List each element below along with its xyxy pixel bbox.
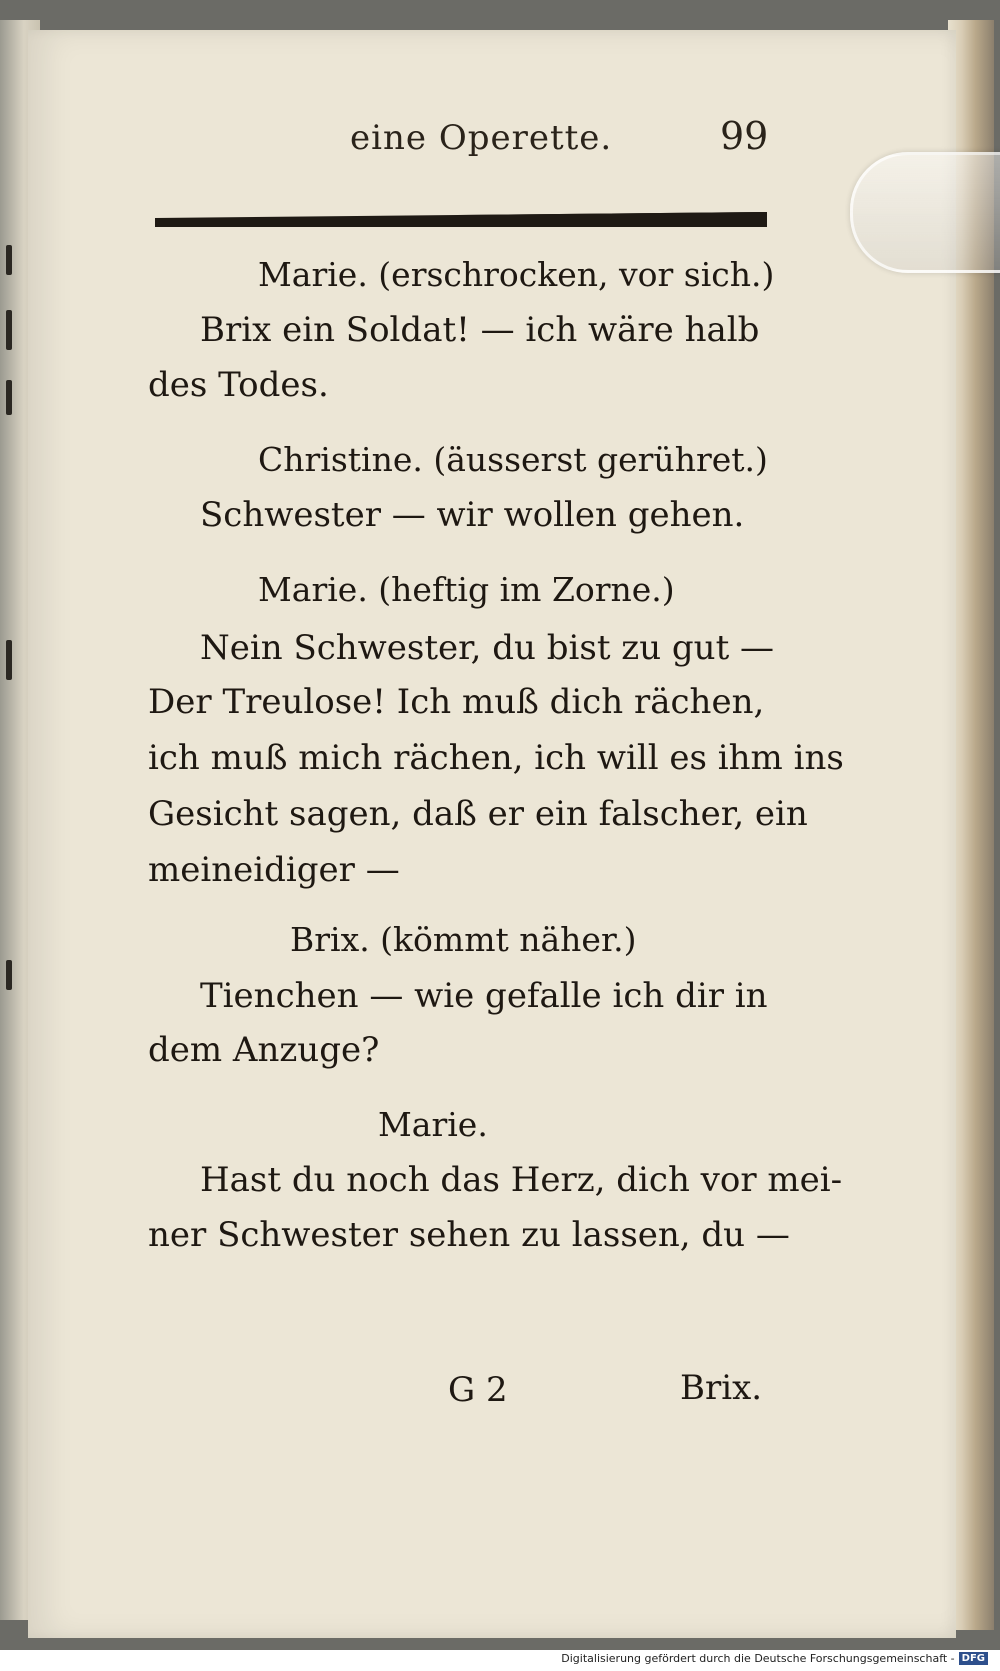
text-line: Brix ein Soldat! — ich wäre halb bbox=[200, 310, 760, 350]
page-clip bbox=[850, 152, 1000, 273]
credit-text: Digitalisierung gefördert durch die Deutsche Forschungsgemeinschaft - bbox=[561, 1652, 955, 1665]
text-line: ich muß mich rächen, ich will es ihm ins bbox=[148, 738, 844, 778]
text-line: Nein Schwester, du bist zu gut — bbox=[200, 628, 775, 668]
text-line: meineidiger — bbox=[148, 850, 400, 890]
dfg-logo: DFG bbox=[959, 1652, 988, 1665]
text-line: Brix. (kömmt näher.) bbox=[290, 920, 637, 959]
text-line: Schwester — wir wollen gehen. bbox=[200, 495, 745, 535]
text-line: Tienchen — wie gefalle ich dir in bbox=[200, 976, 768, 1016]
text-line: Marie. (erschrocken, vor sich.) bbox=[258, 255, 775, 294]
text-line: Marie. bbox=[378, 1105, 488, 1144]
running-header-title: eine Operette. bbox=[350, 118, 613, 158]
page-number: 99 bbox=[720, 114, 769, 158]
text-line: des Todes. bbox=[148, 365, 329, 405]
text-line: Christine. (äusserst gerühret.) bbox=[258, 440, 768, 479]
text-line: Hast du noch das Herz, dich vor mei- bbox=[200, 1160, 843, 1200]
text-line: Gesicht sagen, daß er ein falscher, ein bbox=[148, 794, 808, 834]
digitization-credit bbox=[561, 1652, 988, 1665]
text-line: Der Treulose! Ich muß dich rächen, bbox=[148, 682, 765, 722]
catchword: Brix. bbox=[680, 1368, 763, 1408]
text-line: dem Anzuge? bbox=[148, 1030, 380, 1070]
signature-mark: G 2 bbox=[448, 1370, 508, 1410]
text-line: Marie. (heftig im Zorne.) bbox=[258, 570, 675, 609]
text-line: ner Schwester sehen zu lassen, du — bbox=[148, 1215, 790, 1255]
